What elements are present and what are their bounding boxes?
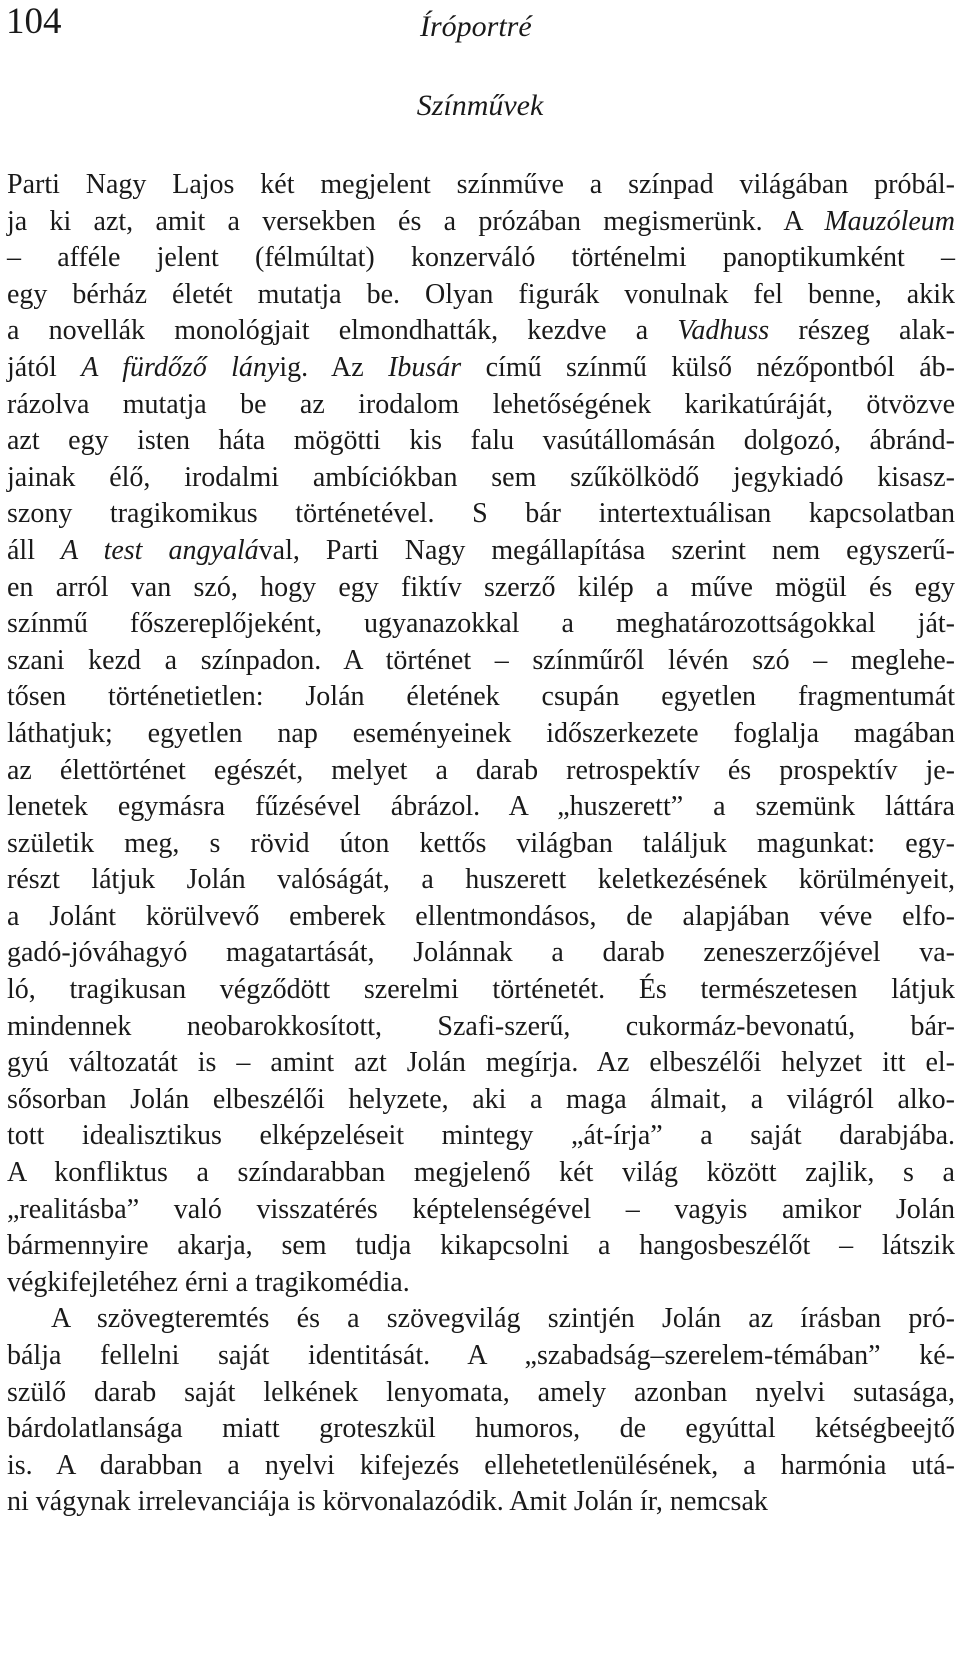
line-text: is. A darabban a nyelvi kifejezés ellehetetlenülésének, a harmónia utá- [7, 1449, 955, 1481]
text-line [7, 935, 955, 972]
text-line [7, 313, 955, 350]
text-line [7, 1338, 955, 1375]
text-line [7, 570, 955, 607]
line-text: bárdolatlansága miatt groteszkül humoros, de egyúttal kétségbeejtő [7, 1413, 955, 1445]
line-text: szony tragikomikus történetével. S bár intertextuálisan kapcsolatban [7, 498, 955, 530]
line-text: rázolva mutatja be az irodalom lehetőségének karikatúráját, ötvözve [7, 388, 955, 420]
text-line [7, 1375, 955, 1412]
line-text: jainak élő, irodalmi ambíciókban sem szűkölködő jegykiadó kisasz- [7, 461, 955, 493]
line-text: mindennek neobarokkosított, Szafi-szerű, cukormáz-bevonatú, bár- [7, 1010, 955, 1042]
line-text: végkifejletéhez érni a tragikomédia. [7, 1266, 410, 1298]
line-text: az élettörténet egészét, melyet a darab retrospektív és prospektív je- [7, 754, 955, 786]
line-text: áll [7, 534, 61, 566]
text-line [7, 716, 955, 753]
line-text: Parti Nagy Lajos két megjelent színműve a színpad világában próbál- [7, 169, 955, 200]
text-line [7, 972, 955, 1009]
text-line [7, 204, 955, 241]
text-line [7, 387, 955, 424]
line-text: ló, tragikusan végződött szerelmi történetét. És természetesen látjuk [7, 974, 955, 1006]
text-line [7, 1265, 955, 1302]
line-text: szani kezd a színpadon. A történet – színműről lévén szó – meglehe- [7, 644, 955, 676]
text-line [7, 753, 955, 790]
running-head: Íróportré [420, 10, 532, 43]
text-line [7, 826, 955, 863]
line-text: tott idealisztikus elképzeléseit mintegy „át-írja” a saját darabjába. [7, 1120, 955, 1152]
text-line [7, 1301, 955, 1338]
line-text: bármennyire akarja, sem tudja kikapcsolni a hangosbeszélőt – látszik [7, 1230, 955, 1262]
italic-title-text: Mauzóleum [824, 205, 955, 237]
text-line [7, 899, 955, 936]
text-line [7, 240, 955, 277]
line-text: gyú változatát is – amint azt Jolán megírja. Az elbeszélői helyzet itt el- [7, 1047, 955, 1079]
text-line [7, 1411, 955, 1448]
line-text: láthatjuk; egyetlen nap eseményeinek időszerkezete foglalja magában [7, 717, 955, 749]
line-text: egy bérház életét mutatja be. Olyan figurák vonulnak fel benne, akik [7, 278, 955, 310]
line-text: a Jolánt körülvevő emberek ellentmondásos, de alapjában véve elfo- [7, 900, 955, 932]
page-number: 104 [6, 1, 62, 42]
text-line [7, 277, 955, 314]
text-line [7, 496, 955, 533]
line-text: val, Parti Nagy megállapítása szerint nem egyszerű- [258, 534, 955, 566]
text-line [7, 167, 955, 204]
line-text: című színmű külső nézőpontból áb- [461, 351, 955, 383]
text-line [7, 1009, 955, 1046]
body-text [7, 167, 955, 1521]
line-text: részeg alak- [769, 315, 955, 347]
text-line [7, 1484, 955, 1521]
line-text: ni vágynak irrelevanciája is körvonalazódik. Amit Jolán ír, nemcsak [7, 1486, 768, 1518]
text-line [7, 350, 955, 387]
text-line [7, 862, 955, 899]
text-line [7, 423, 955, 460]
text-line [7, 606, 955, 643]
italic-title-text: Ibusár [388, 351, 462, 383]
line-text: gadó-jóváhagyó magatartását, Jolánnak a darab zeneszerzőjével va- [7, 937, 955, 969]
text-line [7, 1228, 955, 1265]
line-text: jától [7, 351, 82, 383]
paragraph [7, 1301, 955, 1521]
line-text: en arról van szó, hogy egy fiktív szerző kilép a műve mögül és egy [7, 571, 955, 603]
text-line [7, 1118, 955, 1155]
line-text: – afféle jelent (félmúltat) konzerváló történelmi panoptikumként – [7, 242, 955, 274]
line-text: „realitásba” való visszatérés képtelenségével – vagyis amikor Jolán [7, 1193, 955, 1225]
line-text: a novellák monológjait elmondhatták, kezdve a [7, 315, 678, 347]
text-line [7, 533, 955, 570]
text-line [7, 643, 955, 680]
italic-title-text: A fürdőző lány [81, 351, 280, 383]
text-line [7, 1045, 955, 1082]
text-line [7, 1448, 955, 1485]
text-line [7, 1192, 955, 1229]
italic-title-text: A test angyalá [60, 534, 259, 566]
line-text: bálja fellelni saját identitását. A „szabadság–szerelem-témában” ké- [7, 1340, 955, 1371]
italic-title-text: Vadhuss [677, 315, 770, 347]
line-text: részt látjuk Jolán valóságát, a huszerett keletkezésének körülményeit, [7, 864, 955, 896]
line-text: szülő darab saját lelkének lenyomata, amely azonban nyelvi sutasága, [7, 1376, 955, 1408]
paragraph [7, 167, 955, 1301]
line-text: tősen történetietlen: Jolán életének csupán egyetlen fragmentumát [7, 681, 955, 713]
line-text: színmű főszereplőjeként, ugyanazokkal a meghatározottságokkal ját- [7, 608, 955, 640]
section-title: Színművek [416, 89, 544, 122]
line-text: A konfliktus a színdarabban megjelenő két világ között zajlik, s a [7, 1157, 955, 1189]
text-line [7, 1082, 955, 1119]
text-line [7, 1155, 955, 1192]
line-text: sősorban Jolán elbeszélői helyzete, aki a maga álmait, a világról alko- [7, 1083, 955, 1115]
line-text: ig. Az [279, 351, 389, 383]
line-text: születik meg, s rövid úton kettős világban találjuk magunkat: egy- [7, 827, 955, 859]
line-text: azt egy isten háta mögötti kis falu vasútállomásán dolgozó, ábránd- [7, 425, 955, 457]
line-text: A szövegteremtés és a szövegvilág szintjén Jolán az írásban pró- [51, 1303, 955, 1335]
line-text: ja ki azt, amit a versekben és a prózában megismerünk. A [7, 205, 825, 237]
text-line [7, 460, 955, 497]
line-text: lenetek egymásra fűzésével ábrázol. A „huszerett” a szemünk láttára [7, 791, 955, 823]
text-line [7, 679, 955, 716]
text-line [7, 789, 955, 826]
